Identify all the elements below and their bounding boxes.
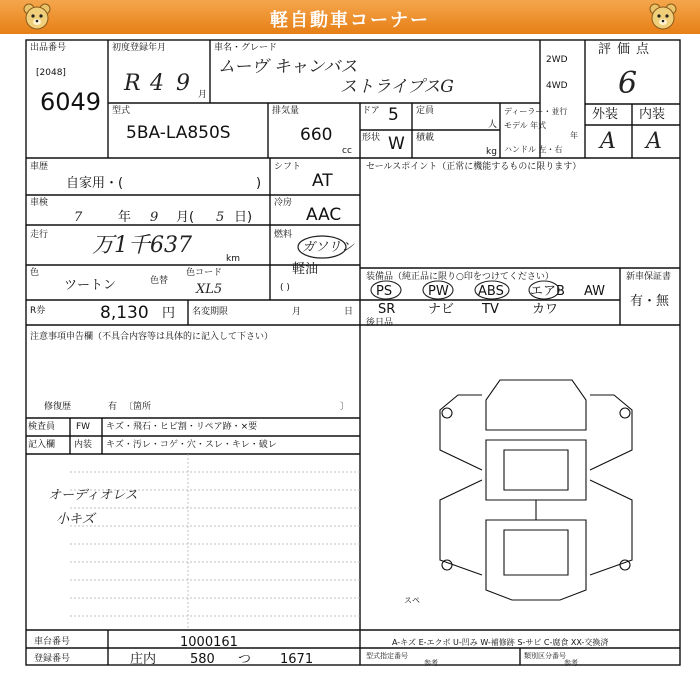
- displacement-value: 660: [300, 125, 333, 145]
- repair-value: 有: [108, 402, 118, 412]
- interior-text: キズ・汚レ・コゲ・穴・スレ・キレ・破レ: [106, 440, 277, 450]
- mileage-unit: km: [226, 254, 240, 264]
- dealer-label: ディーラー・並行: [504, 107, 568, 116]
- mileage-value: 万1千637: [92, 233, 192, 258]
- fuel-label: 燃料: [274, 230, 293, 240]
- warranty-value: 有・無: [630, 294, 670, 309]
- inspection-month: 9: [150, 210, 159, 225]
- lot-number: 6049: [40, 88, 102, 116]
- notes-label: 注意事項申告欄（不具合内容等は具体的に記入して下さい）: [30, 332, 274, 342]
- history-close: ): [256, 176, 262, 191]
- registration-year: 4: [150, 71, 164, 96]
- dealer-handle: ハンドル 左・右: [504, 145, 563, 154]
- class-ref: 参考: [564, 659, 578, 667]
- header-title: 軽自動車コーナー: [270, 10, 430, 31]
- model-code: 5BA-LA850S: [126, 123, 231, 143]
- registration-month-unit: 月: [198, 90, 208, 100]
- name-change-label: 名変期限: [192, 307, 229, 317]
- plate-kana: つ: [238, 652, 252, 667]
- plate-area: 庄内: [130, 652, 157, 667]
- score-label: 評価点: [598, 42, 656, 57]
- drive-2wd: 2WD: [546, 55, 568, 65]
- equipment-abs: ABS: [478, 284, 504, 299]
- shape-label: 形状: [362, 133, 381, 143]
- color-code: XL5: [196, 282, 223, 297]
- load-unit: kg: [486, 147, 497, 157]
- doors-label: ドア: [362, 106, 380, 116]
- fuel-gasoline: ガソリン: [302, 240, 355, 255]
- equipment-leather: カワ: [532, 302, 559, 317]
- bear-mascot-icon: [22, 2, 52, 32]
- interior-grade: A: [646, 129, 662, 154]
- dealer-model-year: モデル 年式: [504, 121, 547, 130]
- exterior-grade: A: [600, 129, 616, 154]
- plate-class: 580: [190, 652, 215, 667]
- handwritten-note-1: オーディオレス: [48, 488, 138, 503]
- dealer-year-unit: 年: [570, 131, 578, 140]
- load-label: 積載: [416, 133, 435, 143]
- equipment-aw: AW: [584, 284, 606, 299]
- model-name-label: 車名・グレード: [214, 43, 278, 53]
- designation-ref: 参考: [424, 659, 438, 667]
- shift-value: AT: [312, 171, 333, 191]
- repair-label: 修復歴: [44, 402, 72, 412]
- inspection-year: 7: [74, 210, 83, 225]
- lot-number-label: 出品番号: [30, 43, 67, 53]
- equipment-label: 装備品（純正品に限り○印をつけてください）: [366, 272, 554, 282]
- fw-text: キズ・飛石・ヒビ割・リペア跡・×要: [106, 422, 258, 432]
- history-value: 自家用・(: [66, 176, 124, 191]
- equipment-circle-marks: [366, 278, 566, 300]
- lot-code: [2048]: [36, 68, 66, 78]
- mileage-label: 走行: [30, 230, 49, 240]
- capacity-label: 定員: [416, 106, 435, 116]
- class-label: 類別区分番号: [524, 652, 566, 660]
- bear-mascot-icon: [648, 2, 678, 32]
- name-change-month: 月: [292, 307, 302, 317]
- registration-era: R: [124, 71, 141, 96]
- later-items-label: 後日品: [366, 318, 394, 328]
- damage-legend: A-キズ E-エクボ U-凹み W-補修跡 S-サビ C-腐食 XX-交換済: [392, 638, 609, 647]
- shift-label: シフト: [274, 162, 302, 172]
- aircon-value: AAC: [306, 205, 342, 225]
- inspection-day-unit: 日): [234, 210, 253, 225]
- equipment-ps: PS: [376, 284, 393, 299]
- designation-label: 型式指定番号: [366, 652, 408, 660]
- equipment-navi: ナビ: [428, 302, 455, 317]
- equipment-airbag: エアB: [530, 284, 565, 299]
- registration-label: 初度登録年月: [112, 43, 167, 53]
- chassis-number: 1000161: [180, 635, 238, 650]
- handwritten-note-2: 小キズ: [56, 512, 95, 527]
- entry-label: 記入欄: [28, 440, 56, 450]
- repair-location: 〔箇所: [124, 402, 152, 412]
- diagram-label: スペ: [404, 596, 420, 605]
- shape-value: W: [388, 134, 405, 154]
- doors-value: 5: [388, 105, 399, 125]
- chassis-label: 車台番号: [34, 637, 71, 647]
- model-grade: ストライプスG: [340, 77, 454, 97]
- interior-label: 内装: [639, 107, 666, 122]
- history-label: 車歴: [30, 162, 49, 172]
- equipment-tv: TV: [482, 302, 499, 317]
- inspection-day: 5: [216, 210, 225, 225]
- color-label: 色: [30, 268, 40, 278]
- recycle-label: R券: [30, 306, 46, 316]
- inspection-month-unit: 月(: [176, 210, 195, 225]
- displacement-unit: cc: [342, 146, 352, 156]
- displacement-label: 排気量: [272, 106, 300, 116]
- equipment-pw: PW: [428, 284, 449, 299]
- color-value: ツートン: [64, 278, 117, 293]
- warranty-label: 新車保証書: [626, 272, 672, 282]
- color-code-label: 色コード: [186, 268, 223, 278]
- score-value: 6: [618, 66, 638, 101]
- aircon-label: 冷房: [274, 198, 293, 208]
- inspection-label: 車検: [30, 198, 49, 208]
- equipment-sr: SR: [378, 302, 396, 317]
- recycle-unit: 円: [162, 306, 176, 321]
- plate-label: 登録番号: [34, 654, 71, 664]
- model-name: ムーヴ キャンバス: [218, 57, 358, 77]
- plate-number: 1671: [280, 652, 314, 667]
- exterior-label: 外装: [592, 107, 619, 122]
- inspector-label: 検査員: [28, 422, 56, 432]
- model-code-label: 型式: [112, 106, 131, 116]
- fuel-diesel: 軽油: [292, 262, 319, 277]
- sales-points-label: セールスポイント（正常に機能するものに限ります）: [366, 162, 582, 172]
- inspection-year-unit: 年: [118, 210, 132, 225]
- fuel-paren: ( ): [280, 283, 290, 293]
- capacity-unit: 人: [488, 120, 498, 130]
- registration-month: 9: [176, 71, 190, 96]
- paint-change-label: 色替: [150, 276, 169, 286]
- interior-key: 内装: [74, 440, 93, 450]
- drive-4wd: 4WD: [546, 81, 568, 91]
- name-change-day: 日: [344, 307, 354, 317]
- recycle-value: 8,130: [100, 303, 149, 323]
- fw-key: FW: [76, 422, 91, 432]
- repair-close: 〕: [340, 402, 350, 412]
- car-diagram: [440, 380, 632, 600]
